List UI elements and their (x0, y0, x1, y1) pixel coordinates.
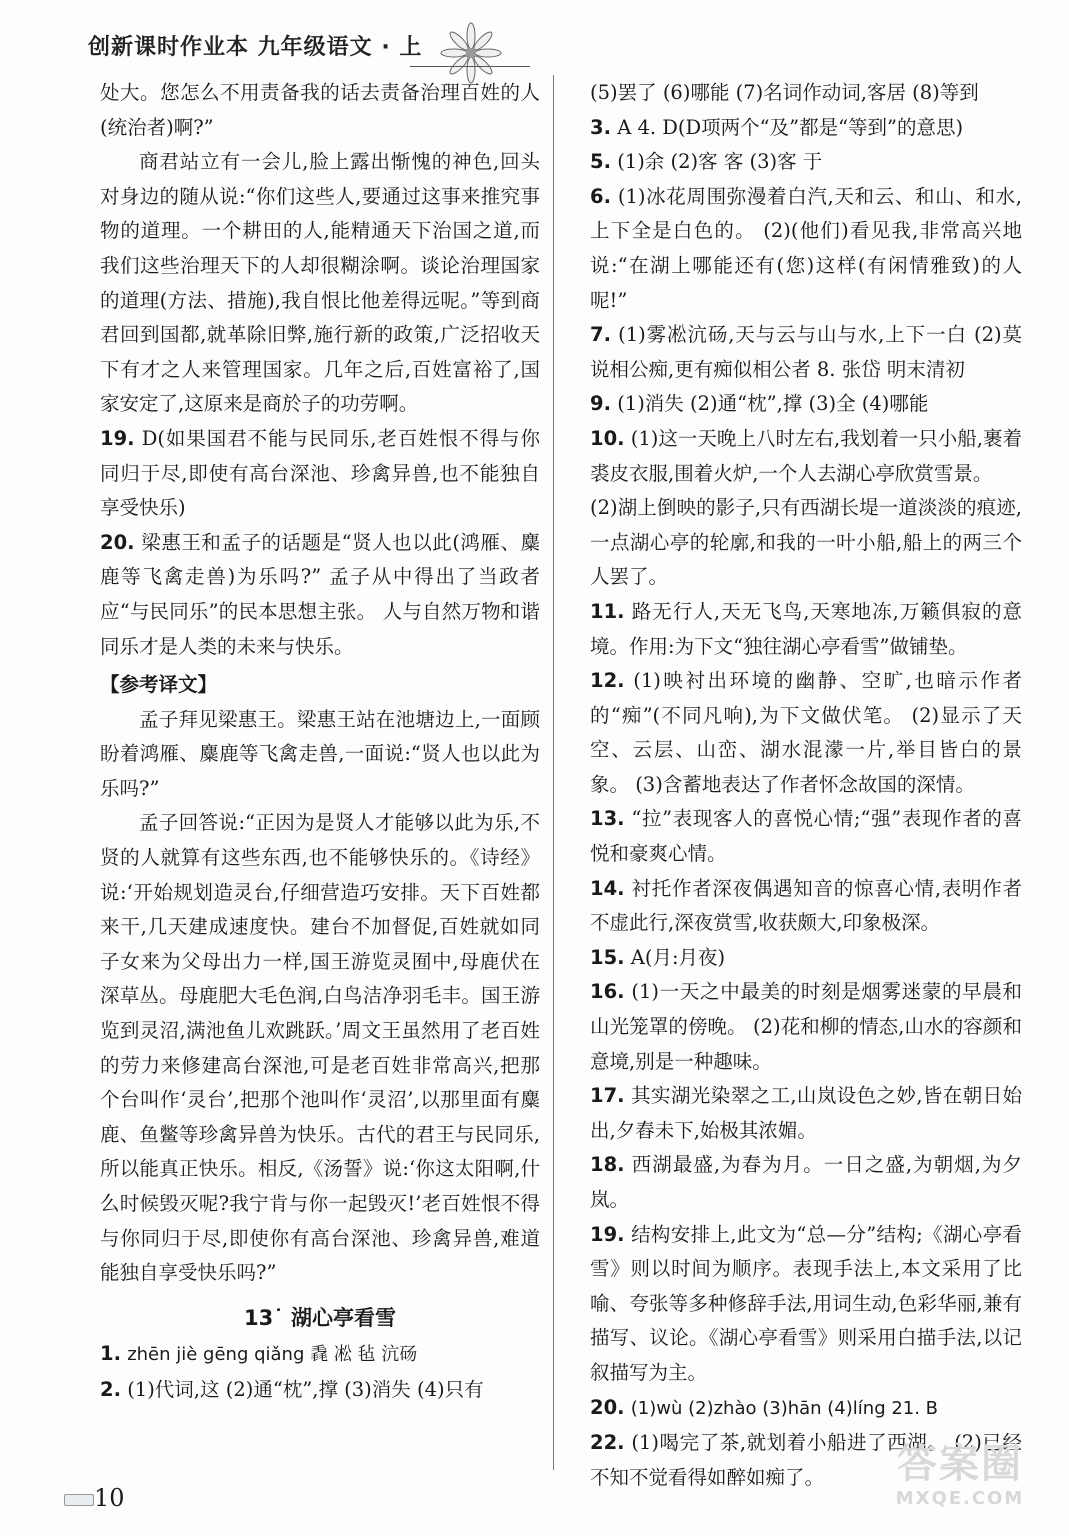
answer-text: 路无行人,天无飞鸟,天寒地冻,万籁俱寂的意境。作用:为下文“独往湖心亭看雪”做铺垫。 (590, 599, 1022, 658)
answer-text: 其实湖光染翠之工,山岚设色之妙,皆在朝日始出,夕舂未下,始极其浓媚。 (590, 1084, 1022, 1142)
item-number: 2. (100, 1377, 121, 1401)
watermark-sub: MXQE.COM (895, 1488, 1025, 1509)
answer-item (590, 1148, 1022, 1217)
answer-text: D(如果国君不能与民同乐,老百姓恨不得与你同归于尽,即使有高台深池、珍禽异兽,也不能独自享受快乐) (100, 426, 540, 520)
item-number: 19. (590, 1222, 625, 1246)
answer-item (100, 1373, 540, 1408)
answer-text: 梁惠王和孟子的话题是“贤人也以此(鸿雁、麋鹿等飞禽走兽)为乐吗?” 孟子从中得出了当政者应“与民同乐”的民本思想主张。 人与自然万物和谐同乐才是人类的未来与快乐。 (100, 530, 540, 658)
answer-text: (1)代词,这 (2)通“枕”,撑 (3)消失 (4)只有 (127, 1377, 484, 1401)
column-divider (553, 75, 554, 1470)
answer-text: “拉”表现客人的喜悦心情;“强”表现作者的喜悦和豪爽心情。 (590, 807, 1023, 866)
answer-item (590, 975, 1022, 1079)
answer-item (590, 872, 1022, 941)
running-header: 创新课时作业本 九年级语文 · 上 (88, 35, 423, 60)
answer-text: 西湖最盛,为春为月。一日之盛,为朝烟,为夕岚。 (590, 1153, 1022, 1211)
paragraph: 商君站立有一会儿,脸上露出惭愧的神色,回头对身边的随从说:“你们这些人,要通过这事来推究事物的道理。一个耕田的人,能精通天下治国之道,而我们这些治理天下的人却很糊涂啊。谈论治理国家的道理(方法、措施),我自恨比他差得远呢。”等到商君回到国都,就革除旧弊,施行新的政策,广泛招收天下有才之人来管理国家。几年之后,百姓富裕了,国家安定了,这原来是商於子的功劳啊。 (100, 150, 540, 416)
left-column (100, 76, 540, 1408)
item-number: 1. (100, 1342, 121, 1366)
answer-text: (1)wù (2)zhào (3)hān (4)líng 21. B (630, 1397, 939, 1419)
answer-text: A 4. D(D项两个“及”都是“等到”的意思) (617, 115, 964, 139)
item-number: 10. (590, 426, 625, 450)
watermark-main: 答案圈 (897, 1441, 1023, 1487)
item-number: 9. (590, 392, 611, 416)
page-number-text: 10 (94, 1484, 125, 1512)
item-number: 19. (100, 426, 135, 450)
item-number: 13. (590, 807, 625, 831)
item-number: 12. (590, 669, 625, 693)
item-number: 7. (590, 323, 611, 347)
answer-text: (1)一天之中最美的时刻是烟雾迷蒙的早晨和山光笼罩的傍晚。 (2)花和柳的情态,山水的容颜和意境,别是一种趣味。 (590, 980, 1023, 1073)
item-number: 20. (590, 1395, 625, 1419)
answer-text: zhēn jiè gēng qiǎng 毳 凇 毡 沆砀 (127, 1344, 418, 1366)
answer-item (100, 526, 540, 664)
answer-text: (1)余 (2)客 客 (3)客 于 (617, 150, 823, 174)
paragraph: 孟子回答说:“正因为是贤人才能够以此为乐,不贤的人就算有这些东西,也不能够快乐的。《诗经》说:‘开始规划造灵台,仔细营造巧安排。天下百姓都来干,几天建成速度快。建台不加督促,百姓就如同子女来为父母出力一样,国王游览灵囿中,母鹿伏在深草丛。母鹿肥大毛色润,白鸟洁净羽毛丰。国王游览到灵沼,满池鱼儿欢跳跃。’周文王虽然用了老百姓的劳力来修建高台深池,可是老百姓非常高兴,把那个台叫作‘灵台’,把那个池叫作‘灵沼’,以那里面有麋鹿、鱼鳖等珍禽异兽为快乐。古代的君王与民同乐,所以能真正快乐。相反,《汤誓》说:‘你这太阳啊,什么时候毁灭呢?我宁肯与你一起毁灭!’老百姓恨不得与你同归于尽,即使你有高台深池、珍禽异兽,难道能独自享受快乐吗?” (100, 811, 540, 1285)
answer-item: (2)湖上倒映的影子,只有西湖长堤一道淡淡的痕迹,一点湖心亭的轮廓,和我的一叶小船,船上的两三个人罢了。 (590, 496, 1022, 589)
answer-text: (1)雾凇沆砀,天与云与山与水,上下一白 (2)莫说相公痴,更有痴似相公者 8. 张岱 明末清初 (590, 323, 1022, 381)
item-number: 16. (590, 980, 625, 1004)
answer-item (590, 941, 1022, 976)
item-number: 20. (100, 530, 135, 554)
right-column (590, 76, 1022, 1495)
item-number: 18. (590, 1153, 625, 1177)
item-number: 5. (590, 150, 611, 174)
answer-text: A(月:月夜) (630, 945, 726, 969)
answer-item: (5)罢了 (6)哪能 (7)名词作动词,客居 (8)等到 (590, 81, 979, 104)
answer-item (590, 387, 1022, 422)
answer-text: (1)映衬出环境的幽静、空旷,也暗示作者的“痴”(不同凡响),为下文做伏笔。 (2)显示了天空、云层、山峦、湖水混濛一片,举目皆白的景象。 (3)含蓄地表达了作者怀念故国的深情。 (590, 669, 1023, 796)
section-label: 【参考译文】 (100, 673, 218, 697)
answer-item (590, 595, 1022, 664)
answer-item (590, 422, 1022, 491)
answer-item (590, 802, 1022, 871)
flower-ornament-icon (440, 22, 502, 84)
answer-item (590, 1079, 1022, 1148)
item-number: 6. (590, 184, 611, 208)
lesson-title: 13˙ 湖心亭看雪 (243, 1305, 397, 1330)
answer-item (590, 664, 1022, 802)
answer-item (100, 422, 540, 526)
answer-text: 衬托作者深夜偶遇知音的惊喜心情,表明作者不虚此行,深夜赏雪,收获颇大,印象极深。 (590, 876, 1023, 935)
answer-text: (1)喝完了茶,就划着小船进了西湖。 (2)已经不知不觉看得如醉如痴了。 (590, 1431, 1022, 1489)
answer-text: (1)这一天晚上八时左右,我划着一只小船,裹着裘皮衣服,围着火炉,一个人去湖心亭欣赏雪景。 (590, 426, 1022, 485)
item-number: 22. (590, 1431, 625, 1455)
answer-item (590, 111, 1022, 146)
item-number: 11. (590, 599, 625, 623)
watermark-logo (880, 1440, 1040, 1520)
header-rule (410, 66, 530, 67)
answer-item (590, 318, 1022, 387)
item-number: 15. (590, 945, 625, 969)
answer-item (590, 1391, 1022, 1427)
paragraph: 孟子拜见梁惠王。梁惠王站在池塘边上,一面顾盼着鸿雁、麋鹿等飞禽走兽,一面说:“贤人也以此为乐吗?” (100, 707, 540, 800)
answer-item (590, 1218, 1022, 1391)
answer-item (590, 145, 1022, 180)
answer-text: (1)冰花周围弥漫着白汽,天和云、和山、和水,上下全是白色的。 (2)(他们)看见我,非常高兴地说:“在湖上哪能还有(您)这样(有闲情雅致)的人呢!” (590, 184, 1022, 312)
paragraph: 处大。您怎么不用责备我的话去责备治理百姓的人(统治者)啊?” (100, 81, 540, 139)
answer-item (590, 180, 1022, 318)
item-number: 17. (590, 1084, 625, 1108)
page-number (64, 1484, 125, 1512)
item-number: 14. (590, 876, 625, 900)
answer-text: 结构安排上,此文为“总—分”结构;《湖心亭看雪》则以时间为顺序。表现手法上,本文采用了比喻、夸张等多种修辞手法,用词生动,色彩华丽,兼有描写、议论。《湖心亭看雪》则采用白描手法,以记叙描写为主。 (590, 1222, 1022, 1384)
answer-item (100, 1337, 540, 1373)
item-number: 3. (590, 115, 611, 139)
answer-text: (1)消失 (2)通“枕”,撑 (3)全 (4)哪能 (617, 392, 929, 416)
